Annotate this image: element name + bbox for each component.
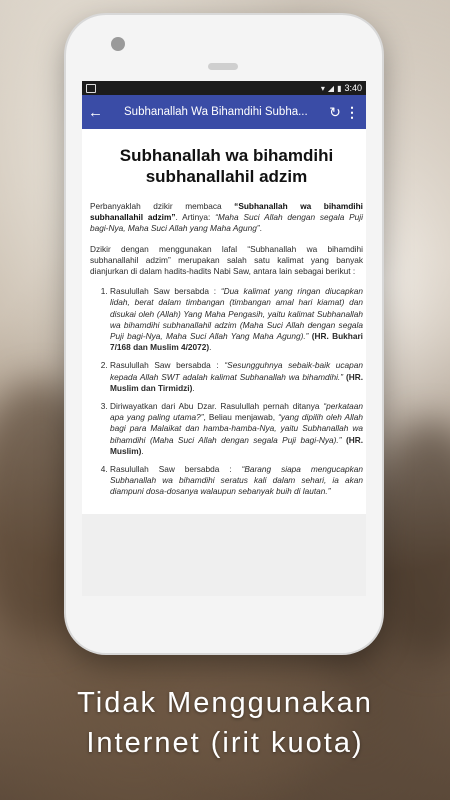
intro-bold: “Subhanallah wa bihamdihi subhanallahil adzim”: [90, 201, 363, 223]
wifi-icon: ▾: [320, 83, 325, 93]
refresh-icon[interactable]: ↻: [329, 103, 341, 120]
app-toolbar: [82, 95, 366, 129]
back-arrow-icon[interactable]: ←: [88, 103, 103, 121]
item-lead: Rasulullah Saw bersabda :: [110, 464, 242, 475]
article-content[interactable]: [82, 129, 366, 514]
phone-frame: [66, 15, 382, 653]
item-tail: .: [192, 382, 195, 393]
status-bar: [82, 81, 366, 95]
phone-camera: [111, 37, 125, 51]
item-tail: .: [141, 445, 144, 456]
caption-line-2: Internet (irit kuota): [86, 727, 364, 759]
background-blur: [370, 420, 450, 660]
intro-text: Perbanyaklah dzikir membaca: [90, 201, 235, 211]
item-lead: Rasulullah Saw bersabda :: [110, 286, 221, 297]
list-item: [110, 286, 363, 353]
item-quote: “Barang siapa mengucapkan Subhanallah wa bihamdihi seratus kali dalam sehari, ia akan diampuni dosa-dosanya walaupun sebanyak buih di lautan.”: [110, 464, 363, 497]
hadith-list: [90, 286, 363, 497]
signal-icon: ◢: [327, 83, 335, 93]
list-item: [110, 360, 363, 394]
list-item: [110, 464, 363, 498]
item-lead: Rasulullah Saw bersabda :: [110, 360, 225, 371]
second-paragraph: Dzikir dengan menggunakan lafal “Subhanallah wa bihamdihi subhanallahil adzim” merupakan salah satu kalimat yang banyak dianjurkan di dalam hadits-hadits Nabi Saw, antara lain sebagai berikut :: [90, 243, 363, 277]
item-ref: (HR. Muslim dan Tirmidzi): [110, 371, 364, 393]
status-time: 3:40: [344, 83, 362, 93]
intro-text: . Artinya:: [175, 212, 216, 223]
battery-icon: ▮: [337, 83, 342, 93]
item-quote: “Dua kalimat yang ringan diucapkan lidah, berat dalam timbangan (timbangan amal hari kiamat) dan disukai oleh (Allah) Yang Maha Pengasih, yaitu kalimat Subhanallah wa bihamdihi subhanallahil adzim (Maha Suci Allah dengan segala Puji bagi-Nya, Maha Suci Allah Yang Maha Agung).”: [110, 286, 363, 342]
article-title: Subhanallah wa bihamdihi subhanallahil adzim: [119, 146, 334, 186]
list-item: [110, 401, 363, 457]
toolbar-title: Subhanallah Wa Bihamdihi Subha...: [124, 106, 308, 118]
phone-screen: [82, 81, 366, 596]
sd-card-icon: [86, 84, 96, 93]
item-quote: “Sesungguhnya sebaik-baik ucapan kepada Allah SWT adalah kalimat Subhanallah wa bihamdihi.”: [110, 360, 363, 382]
caption-line-1: Tidak Menggunakan: [77, 687, 373, 719]
item-ref: (HR. Bukhari 7/168 dan Muslim 4/2072): [110, 331, 363, 353]
empty-area: [82, 514, 366, 596]
intro-italic: “Maha Suci Allah dengan segala Puji bagi-Nya, Maha Suci Allah yang Maha Agung”: [90, 212, 363, 234]
overflow-menu-icon[interactable]: ⋮: [345, 103, 359, 120]
item-mid: , Beliau menjawab,: [203, 412, 279, 423]
item-ref: (HR. Muslim): [110, 434, 364, 456]
item-quote: “perkataan apa yang paling utama?”: [110, 401, 363, 423]
intro-paragraph: [90, 201, 363, 235]
intro-text: .: [259, 223, 262, 234]
item-lead: Diriwayatkan dari Abu Dzar. Rasulullah pernah ditanya: [110, 401, 324, 412]
phone-speaker: [208, 63, 238, 70]
item-quote: “yang dipilih oleh Allah bagi para Malaikat dan hamba-hamba-Nya, yaitu Subhanallah wa bihamdihi (Maha Suci Allah dengan segala Puji bagi-Nya).”: [110, 412, 363, 445]
item-tail: .: [209, 342, 212, 353]
